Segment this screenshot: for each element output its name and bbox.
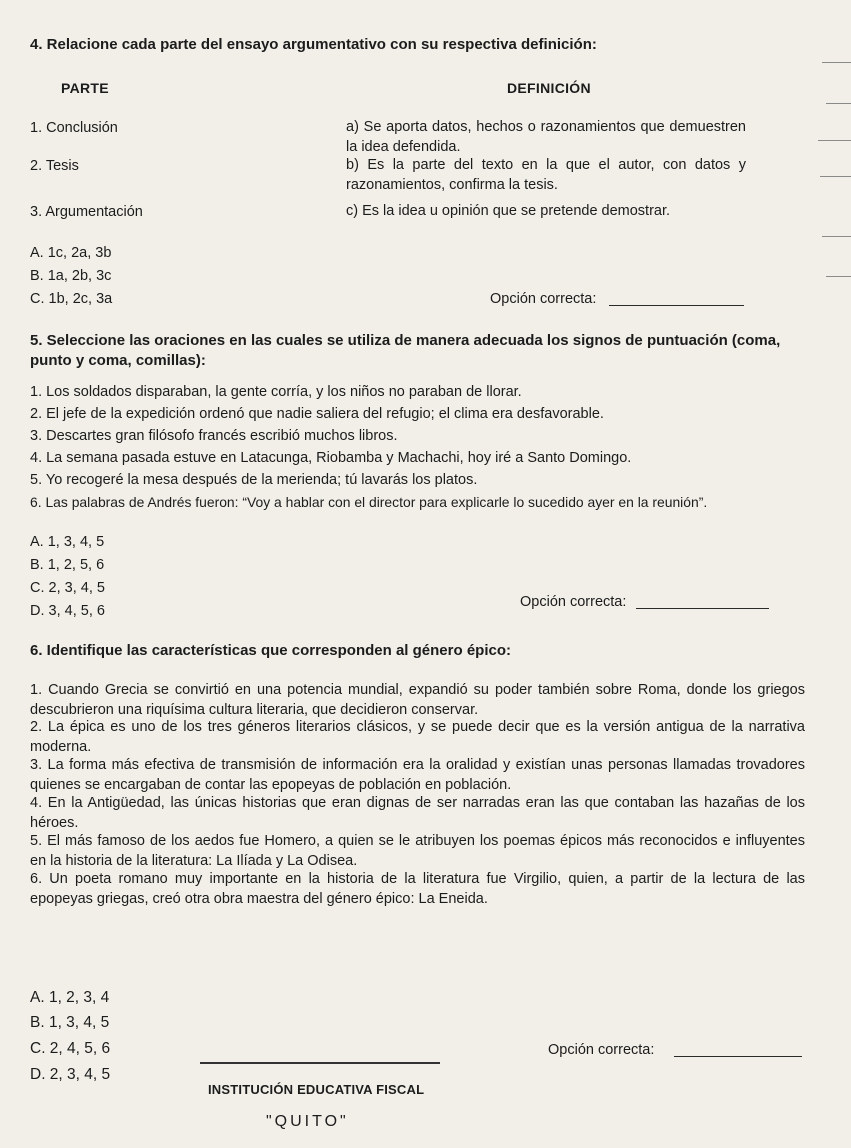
page-edge-line — [820, 176, 851, 177]
sentence-item: 6. Las palabras de Andrés fueron: “Voy a hablar con el director para explicarle lo sucedido ayer en la reunión”. — [30, 494, 708, 510]
question-6-title: 6. Identifique las características que corresponden al género épico: — [30, 642, 511, 659]
page-edge-line — [826, 276, 851, 277]
sentence-item: 5. Yo recogeré la mesa después de la merienda; tú lavarás los platos. — [30, 472, 478, 488]
question-5-title: 5. Seleccione las oraciones en las cuales se utiliza de manera adecuada los signos de puntuación (coma, — [30, 332, 781, 349]
answer-option[interactable]: A. 1, 3, 4, 5 — [30, 534, 105, 550]
definicion-item: c) Es la idea u opinión que se pretende demostrar. — [346, 203, 671, 219]
definicion-item: a) Se aporta datos, hechos o razonamientos que demuestren la idea defendida. — [346, 119, 746, 155]
characteristic-item: 6. Un poeta romano muy importante en la historia de la literatura fue Virgilio, quien, a partir de la lectura de las epopeyas griegas, creó otra obra maestra del género épico: La Eneida. — [30, 871, 805, 907]
parte-item: 3. Argumentación — [30, 204, 143, 220]
institution-name: INSTITUCIÓN EDUCATIVA FISCAL — [208, 1082, 425, 1097]
sentence-item: 2. El jefe de la expedición ordenó que nadie saliera del refugio; el clima era desfavorable. — [30, 406, 604, 422]
characteristic-item: 2. La épica es uno de los tres géneros literarios clásicos, y se puede decir que es la versión antigua de la narrativa moderna. — [30, 719, 805, 755]
correct-option-label: Opción correcta: — [520, 594, 627, 610]
characteristic-item: 3. La forma más efectiva de transmisión de información era la oralidad y existían unas personas llamadas trovadores quienes se encargaban de contar las epopeyas de población en población. — [30, 757, 805, 793]
column-header-parte: PARTE — [61, 80, 109, 96]
question-4-title: 4. Relacione cada parte del ensayo argumentativo con su respectiva definición: — [30, 36, 597, 53]
page-edge-line — [826, 103, 851, 104]
page-edge-line — [822, 62, 851, 63]
answer-option[interactable]: C. 1b, 2c, 3a — [30, 291, 113, 307]
answer-option[interactable]: A. 1, 2, 3, 4 — [30, 989, 110, 1006]
answer-option[interactable]: B. 1, 2, 5, 6 — [30, 557, 105, 573]
question-5-title-cont: punto y coma, comillas): — [30, 352, 206, 369]
sentence-item: 3. Descartes gran filósofo francés escribió muchos libros. — [30, 428, 398, 444]
definicion-item: b) Es la parte del texto en la que el autor, con datos y razonamientos, confirma la tesis. — [346, 157, 746, 193]
institution-city: "QUITO" — [266, 1113, 349, 1130]
footer-rule — [200, 1062, 440, 1064]
answer-option[interactable]: A. 1c, 2a, 3b — [30, 245, 112, 261]
answer-option[interactable]: D. 2, 3, 4, 5 — [30, 1066, 111, 1083]
answer-option[interactable]: C. 2, 3, 4, 5 — [30, 580, 105, 596]
answer-option[interactable]: B. 1a, 2b, 3c — [30, 268, 112, 284]
sentence-item: 4. La semana pasada estuve en Latacunga, Riobamba y Machachi, hoy iré a Santo Domingo. — [30, 450, 632, 466]
answer-option[interactable]: C. 2, 4, 5, 6 — [30, 1040, 111, 1057]
answer-blank-line[interactable] — [609, 305, 744, 306]
page-edge-line — [818, 140, 851, 141]
sentence-item: 1. Los soldados disparaban, la gente corría, y los niños no paraban de llorar. — [30, 384, 522, 400]
characteristic-item: 5. El más famoso de los aedos fue Homero, a quien se le atribuyen los poemas épicos más reconocidos e influyentes en la historia de la literatura: La Ilíada y La Odisea. — [30, 833, 805, 869]
page-edge-line — [822, 236, 851, 237]
correct-option-label: Opción correcta: — [548, 1042, 655, 1058]
answer-blank-line[interactable] — [674, 1056, 802, 1057]
answer-option[interactable]: B. 1, 3, 4, 5 — [30, 1014, 110, 1031]
answer-blank-line[interactable] — [636, 608, 769, 609]
answer-option[interactable]: D. 3, 4, 5, 6 — [30, 603, 105, 619]
parte-item: 2. Tesis — [30, 158, 79, 174]
characteristic-item: 4. En la Antigüedad, las únicas historias que eran dignas de ser narradas eran las que contaban las hazañas de los héroes. — [30, 795, 805, 831]
parte-item: 1. Conclusión — [30, 120, 118, 136]
correct-option-label: Opción correcta: — [490, 291, 597, 307]
column-header-definicion: DEFINICIÓN — [507, 80, 591, 96]
characteristic-item: 1. Cuando Grecia se convirtió en una potencia mundial, expandió su poder también sobre Roma, donde los griegos descubrieron una riquísima cultura literaria, que decidieron conservar. — [30, 682, 805, 718]
